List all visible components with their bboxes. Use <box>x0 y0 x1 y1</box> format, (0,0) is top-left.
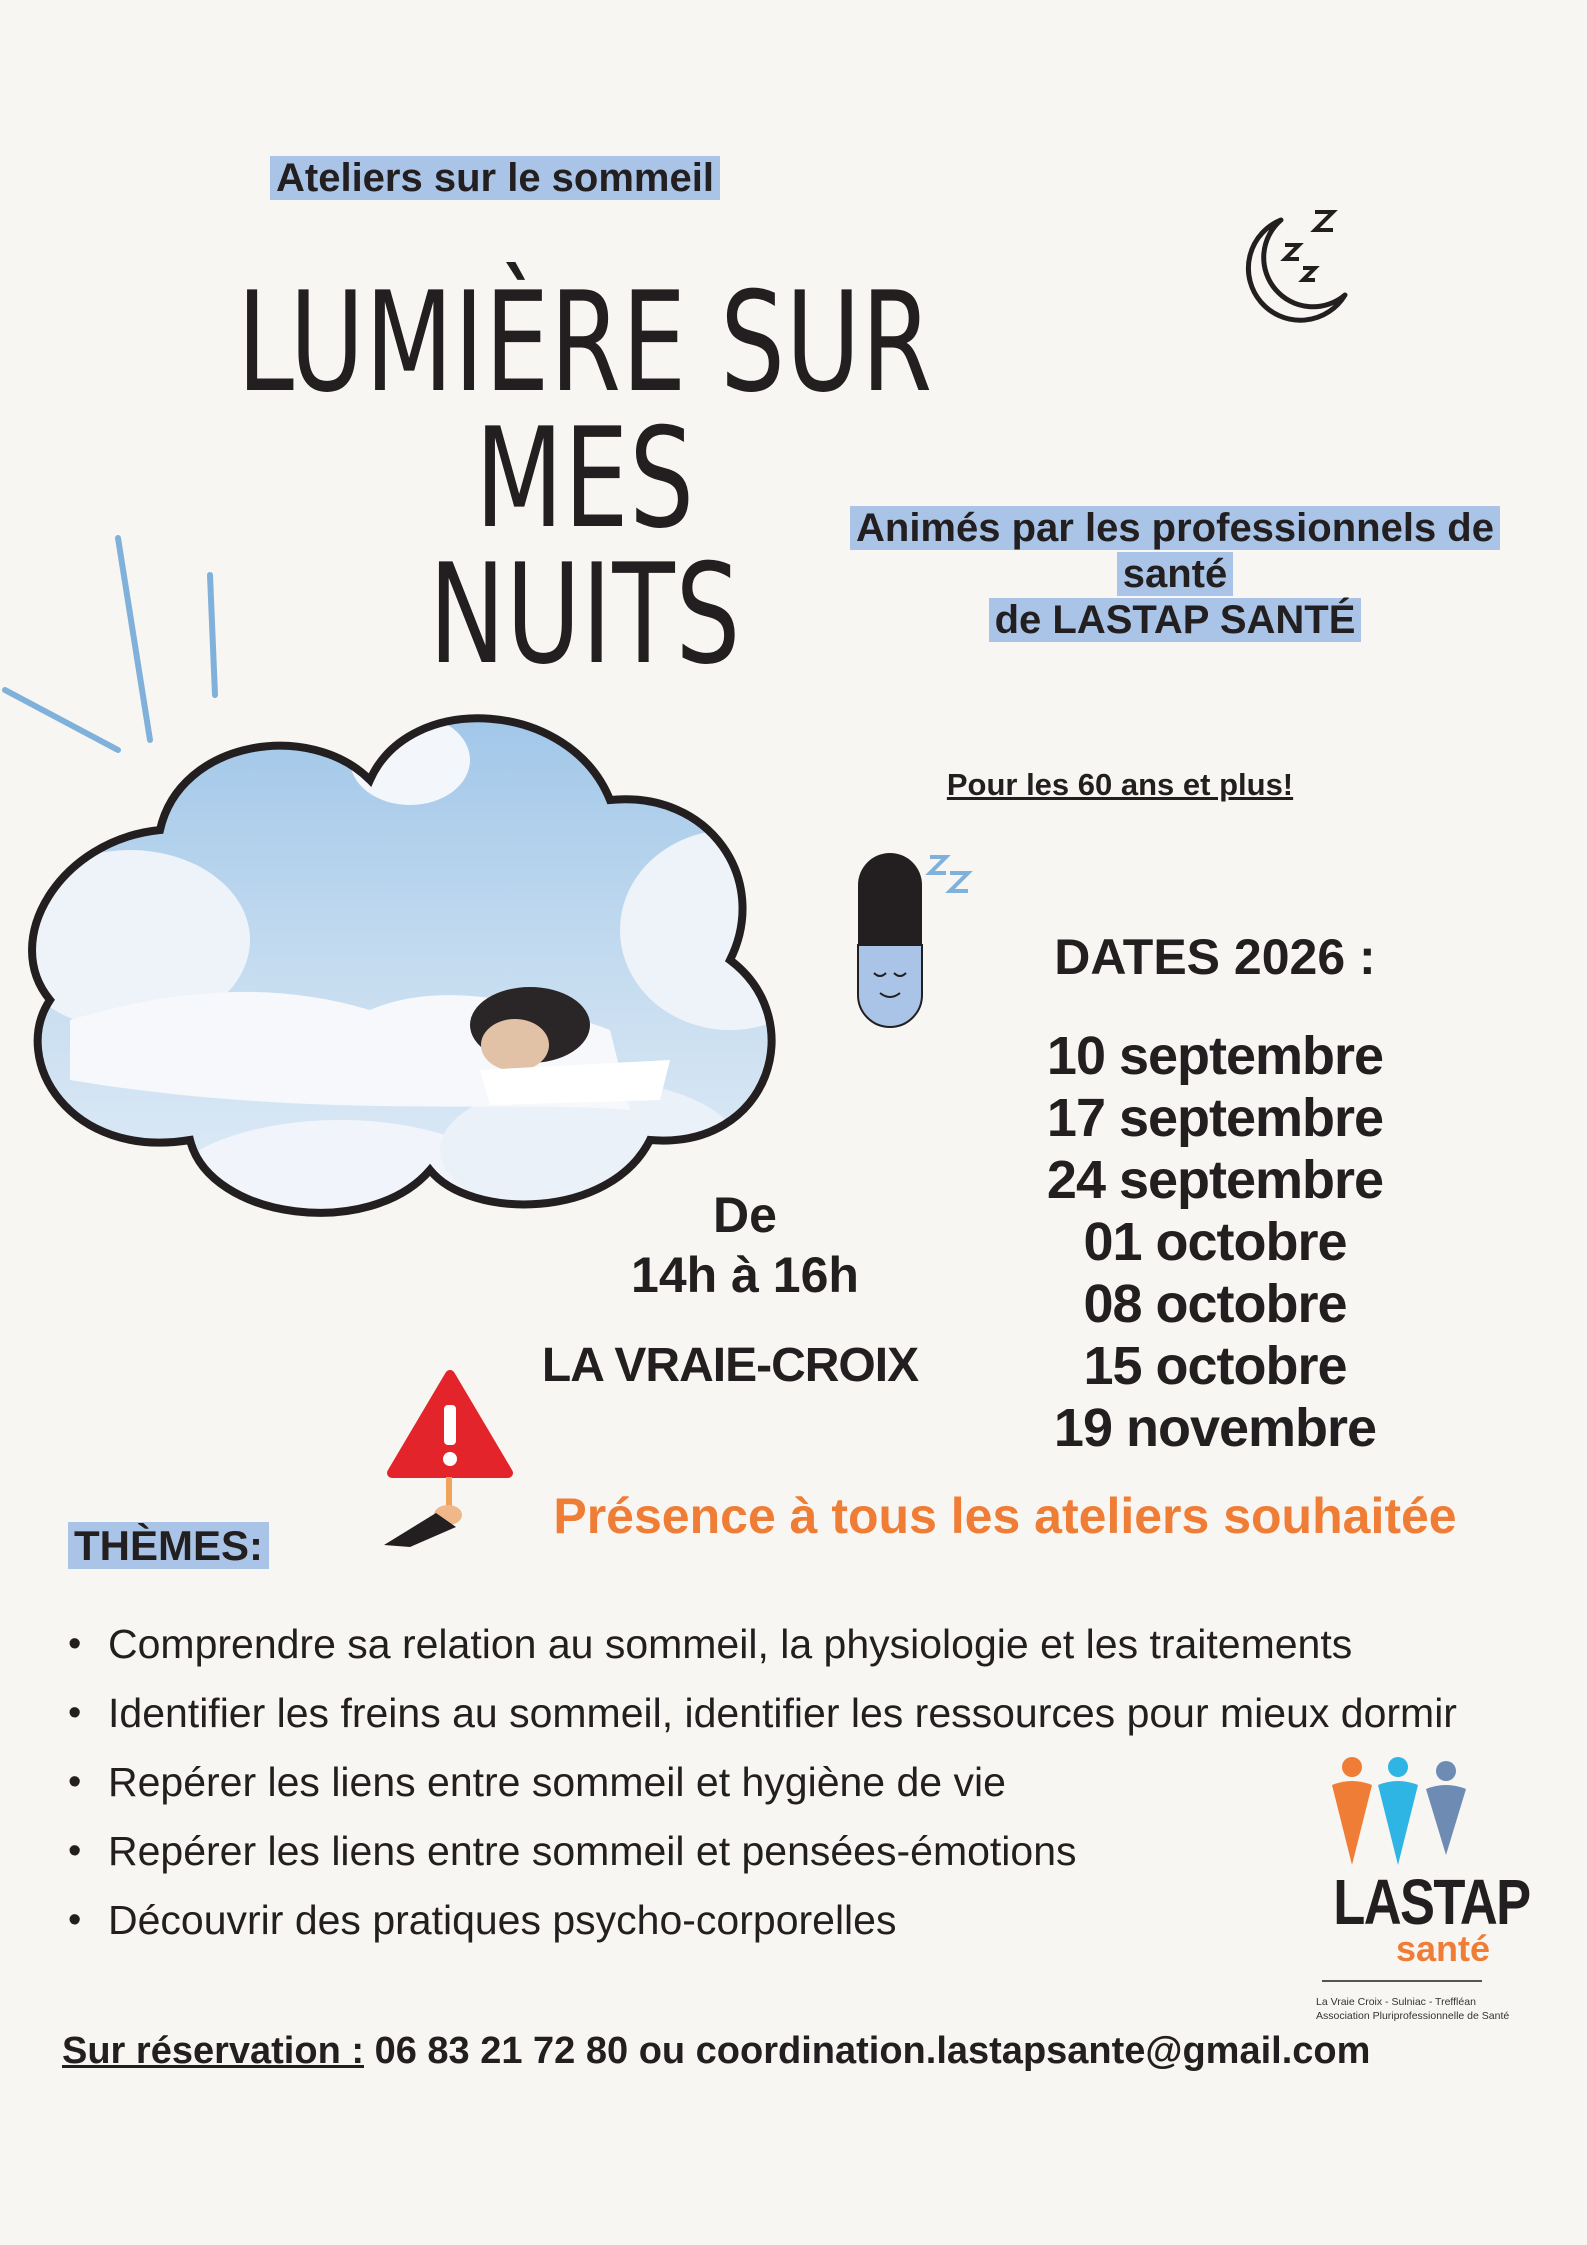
theme-item: • Repérer les liens entre sommeil et hygiène de vie <box>68 1748 1548 1817</box>
reservation-info <box>62 2030 1370 2073</box>
themes-heading <box>68 1518 269 1574</box>
moon-sleep-icon <box>1215 200 1355 340</box>
dates-heading: DATES 2026 : <box>1054 929 1376 985</box>
date-item: 10 septembre <box>1046 1026 1384 1086</box>
themes-heading-text: THÈMES: <box>68 1522 269 1569</box>
theme-item: • Comprendre sa relation au sommeil, la physiologie et les traitements <box>68 1610 1548 1679</box>
dates-list <box>990 1025 1440 1459</box>
logo-caption <box>1316 1995 1536 2023</box>
theme-item: • Repérer les liens entre sommeil et pensées-émotions <box>68 1817 1548 1886</box>
kicker-text: Ateliers sur le sommeil <box>270 156 720 200</box>
date-item: 19 novembre <box>1053 1398 1377 1458</box>
attendance-notice: Présence à tous les ateliers souhaitée <box>553 1488 1457 1544</box>
reservation-contact: 06 83 21 72 80 ou coordination.lastapsante@gmail.com <box>374 2030 1371 2072</box>
logo-caption-line-1: La Vraie Croix - Sulniac - Treffléan <box>1316 1996 1476 2008</box>
date-item: 17 septembre <box>1046 1088 1384 1148</box>
sleeping-woman-cloud-photo <box>10 680 830 1240</box>
organizers-label <box>810 505 1540 643</box>
logo-divider <box>1322 1980 1482 1982</box>
theme-item: • Identifier les freins au sommeil, identifier les ressources pour mieux dormir <box>68 1679 1548 1748</box>
audience-note: Pour les 60 ans et plus! <box>946 767 1294 802</box>
logo-subtitle: santé <box>1395 1928 1490 1969</box>
organizers-line-2: santé <box>1117 552 1234 596</box>
logo-name: LASTAP <box>1333 1866 1530 1938</box>
schedule-line-2: 14h à 16h <box>631 1247 859 1303</box>
warning-sign-icon <box>380 1365 530 1550</box>
reservation-label: Sur réservation : <box>62 2030 364 2072</box>
title-line-1: LUMIÈRE SUR MES <box>237 262 933 559</box>
date-item: 24 septembre <box>1046 1150 1384 1210</box>
title-line-2: NUITS <box>428 534 742 695</box>
kicker-label <box>270 152 720 204</box>
schedule-line-1: De <box>713 1187 777 1243</box>
date-item: 15 octobre <box>1083 1336 1347 1396</box>
date-item: 08 octobre <box>1083 1274 1347 1334</box>
location: LA VRAIE-CROIX <box>541 1339 919 1392</box>
lastap-people-logo-icon <box>1330 1755 1480 1870</box>
organizers-line-3: de LASTAP SANTÉ <box>989 598 1362 642</box>
date-item: 01 octobre <box>1083 1212 1347 1272</box>
theme-item: • Découvrir des pratiques psycho-corporelles <box>68 1886 1548 1955</box>
themes-list <box>68 1610 1548 1955</box>
organizers-line-1: Animés par les professionnels de <box>850 506 1500 550</box>
schedule <box>600 1185 890 1305</box>
logo-caption-line-2: Association Pluriprofessionnelle de Santé <box>1316 2010 1510 2022</box>
sleeping-pill-icon <box>850 845 1000 1045</box>
